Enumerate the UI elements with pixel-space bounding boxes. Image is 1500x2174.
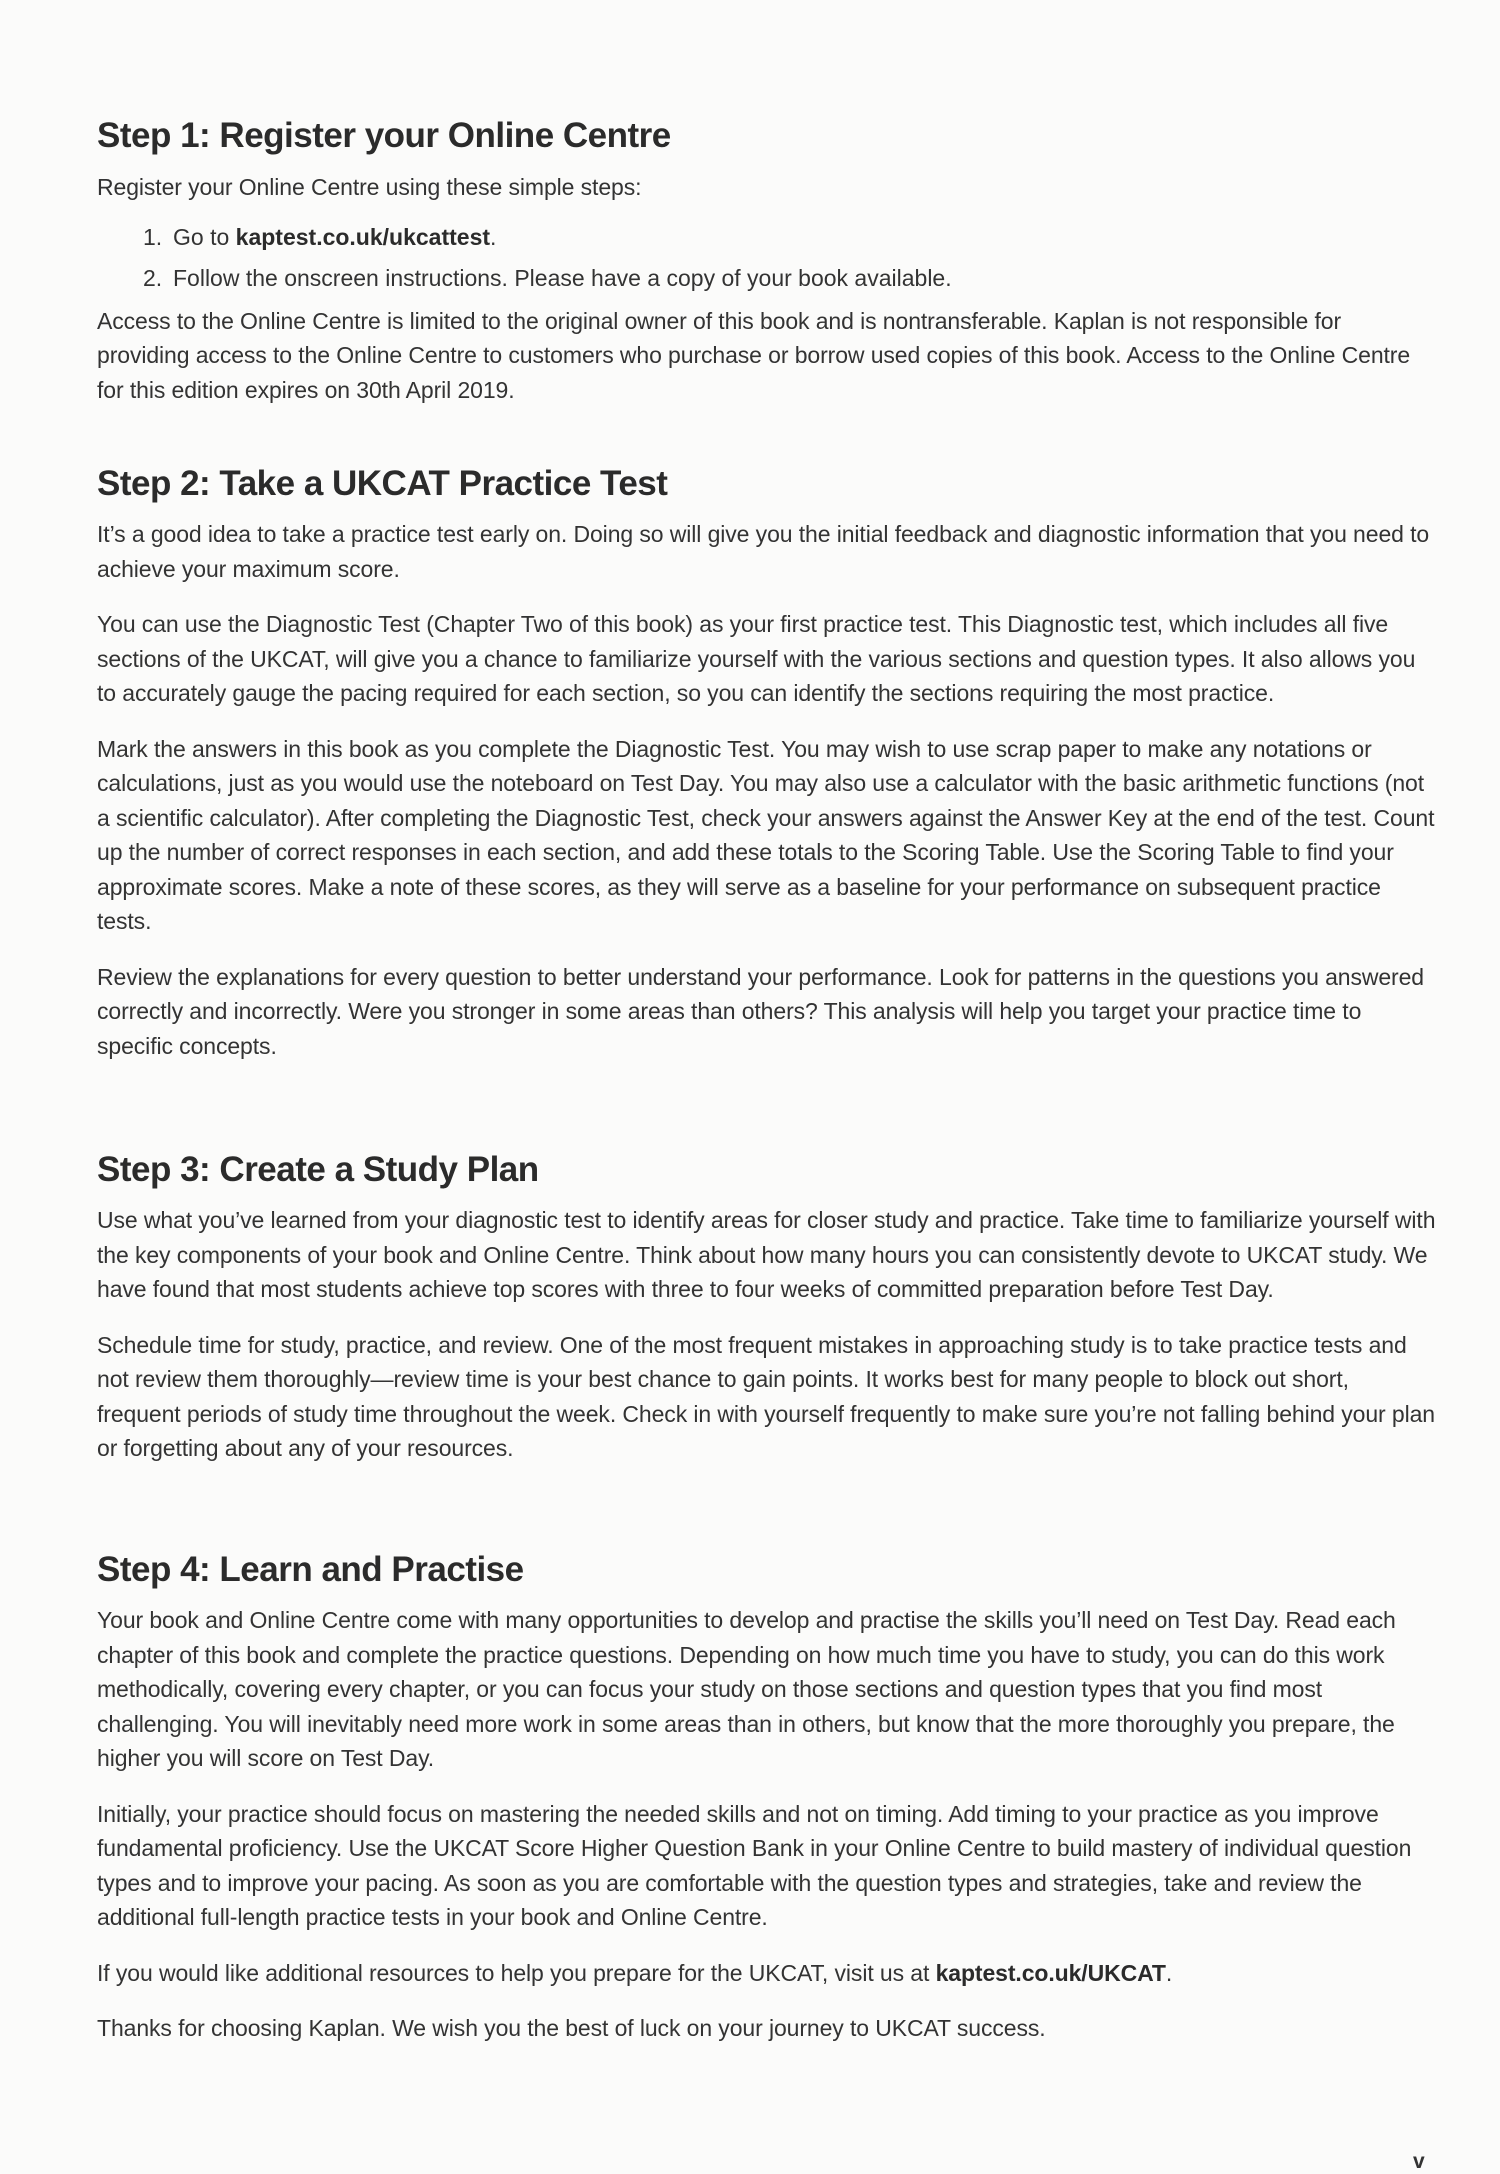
step4-paragraph-2: Initially, your practice should focus on mastering the needed skills and not on timing. Add timing to your practice as you improve fundamental proficiency. Use the UKCAT Score Higher Question Bank in your Online Centre to build mastery of individual question types and to improve your pacing. As soon as you are comfortable with the question types and strategies, take and review the additional full-length practice tests in your book and Online Centre.: [97, 1800, 1412, 1930]
step1-section: [97, 115, 1437, 407]
step4-paragraph-3-suffix: .: [1165, 1959, 1173, 1986]
list-item: [97, 258, 1437, 299]
step4-section: [97, 1549, 1437, 2046]
step3-heading: Step 3: Create a Study Plan: [97, 1150, 539, 1189]
step4-heading: Step 4: Learn and Practise: [97, 1550, 524, 1589]
list-item: [97, 217, 1437, 258]
step2-paragraph-3: Mark the answers in this book as you complete the Diagnostic Test. You may wish to use scrap paper to make any notations or calculations, just as you would use the noteboard on Test Day. You may also use a calculator with the basic arithmetic functions (not a scientific calculator). After completing the Diagnostic Test, check your answers against the Answer Key at the end of the test. Count up the number of correct responses in each section, and add these totals to the Scoring Table. Use the Scoring Table to find your approximate scores. Make a note of these scores, as they will serve as a baseline for your performance on subsequent practice tests.: [97, 735, 1435, 934]
step3-paragraph-2: Schedule time for study, practice, and review. One of the most frequent mistakes in approaching study is to take practice tests and not review them thoroughly—review time is your best chance to gain points. It works best for many people to block out short, frequent periods of study time throughout the week. Check in with yourself frequently to make sure you’re not falling behind your plan or forgetting about any of your resources.: [97, 1331, 1435, 1461]
list-item-number: 2.: [143, 264, 163, 291]
step1-access-paragraph: Access to the Online Centre is limited to the original owner of this book and is nontransferable. Kaplan is not responsible for providing access to the Online Centre to customers who purchase or borrow used copies of this book. Access to the Online Centre for this edition expires on 30th April 2019.: [97, 307, 1411, 403]
step3-paragraph-1: Use what you’ve learned from your diagnostic test to identify areas for closer study and practice. Take time to familiarize yourself with the key components of your book and Online Centre. Think about how many hours you can consistently devote to UKCAT study. We have found that most students achieve top scores with three to four weeks of committed preparation before Test Day.: [97, 1207, 1436, 1302]
step2-paragraph-1: It’s a good idea to take a practice test early on. Doing so will give you the initial feedback and diagnostic information that you need to achieve your maximum score.: [97, 521, 1430, 582]
step2-heading: Step 2: Take a UKCAT Practice Test: [97, 464, 668, 503]
list-item-suffix: .: [490, 223, 497, 250]
list-item-number: 1.: [143, 223, 163, 250]
step2-paragraph-4: Review the explanations for every question to better understand your performance. Look for patterns in the questions you answered correctly and incorrectly. Were you stronger in some areas than others? This analysis will help you target your practice time to specific concepts.: [97, 963, 1424, 1059]
step1-heading: Step 1: Register your Online Centre: [97, 116, 671, 155]
step2-section: [97, 463, 1437, 1063]
step4-paragraph-1: Your book and Online Centre come with many opportunities to develop and practise the skills you’ll need on Test Day. Read each chapter of this book and complete the practice questions. Depending on how much time you have to study, you can do this work methodically, covering every chapter, or you can focus your study on those sections and question types that you find most challenging. You will inevitably need more work in some areas than in others, but know that the more thoroughly you prepare, the higher you will score on Test Day.: [97, 1607, 1396, 1771]
step2-paragraph-2: You can use the Diagnostic Test (Chapter Two of this book) as your first practice test. This Diagnostic test, which includes all five sections of the UKCAT, will give you a chance to familiarize yourself with the various sections and question types. It also allows you to accurately gauge the pacing required for each section, so you can identify the sections requiring the most practice.: [97, 611, 1416, 706]
step4-paragraph-3: [97, 1956, 1437, 1991]
list-item-prefix: Go to: [173, 223, 236, 250]
step4-paragraph-4: Thanks for choosing Kaplan. We wish you the best of luck on your journey to UKCAT success.: [97, 2015, 1046, 2041]
step4-paragraph-3-prefix: If you would like additional resources to help you prepare for the UKCAT, visit us at: [97, 1959, 936, 1986]
step3-section: [97, 1149, 1437, 1466]
page-number: v: [1413, 2150, 1425, 2173]
resources-link[interactable]: kaptest.co.uk/UKCAT: [935, 1959, 1166, 1986]
step1-intro: Register your Online Centre using these simple steps:: [97, 174, 642, 200]
step1-list: [97, 217, 1437, 299]
list-item-text: Follow the onscreen instructions. Please have a copy of your book available.: [173, 264, 952, 291]
register-link[interactable]: kaptest.co.uk/ukcattest: [235, 223, 491, 250]
